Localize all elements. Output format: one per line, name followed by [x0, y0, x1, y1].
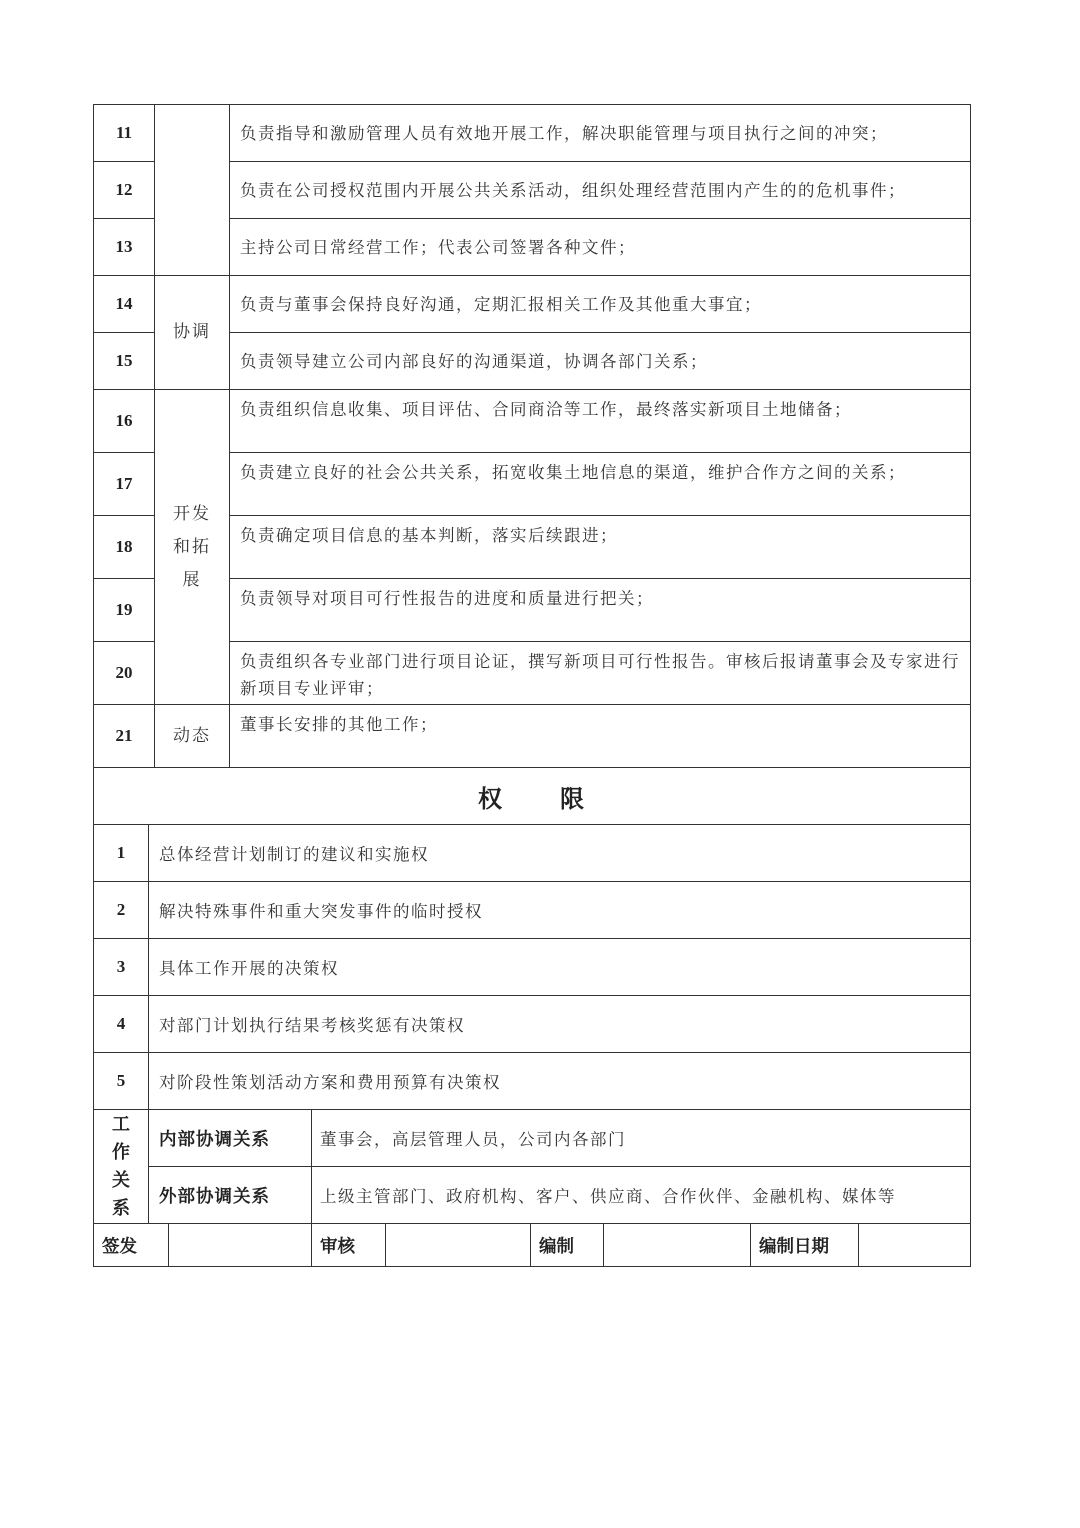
table-row: [94, 1224, 971, 1267]
duty-description: 负责与董事会保持良好沟通，定期汇报相关工作及其他重大事宜；: [230, 276, 971, 333]
duty-description: 负责领导建立公司内部良好的沟通渠道，协调各部门关系；: [230, 333, 971, 390]
table-row: [94, 939, 971, 996]
work-relations-label: [94, 1110, 149, 1224]
authority-heading: [94, 768, 971, 825]
authority-text: 对部门计划执行结果考核奖惩有决策权: [149, 996, 971, 1053]
table-row: [94, 1053, 971, 1110]
duty-description: 董事长安排的其他工作；: [230, 705, 971, 768]
authority-number: 4: [94, 996, 149, 1053]
duty-description: 负责组织各专业部门进行项目论证，撰写新项目可行性报告。审核后报请董事会及专家进行新项目专业评审；: [230, 642, 971, 705]
job-description-page: [93, 104, 970, 1267]
authority-number: 5: [94, 1053, 149, 1110]
table-row: [94, 276, 971, 333]
table-row: [94, 996, 971, 1053]
category-development-line: 展: [182, 569, 202, 590]
duties-table: [93, 104, 971, 768]
work-relations-label-char: 作: [112, 1141, 130, 1163]
authority-table: [93, 768, 971, 1110]
work-relations-label-char: 关: [112, 1169, 130, 1191]
authority-number: 2: [94, 882, 149, 939]
duty-description: 负责领导对项目可行性报告的进度和质量进行把关；: [230, 579, 971, 642]
duty-number: 19: [94, 579, 155, 642]
duty-description: 主持公司日常经营工作；代表公司签署各种文件；: [230, 219, 971, 276]
duty-number: 18: [94, 516, 155, 579]
table-row: [94, 1167, 971, 1224]
duty-number: 13: [94, 219, 155, 276]
table-row: [94, 705, 971, 768]
duty-number: 11: [94, 105, 155, 162]
duty-number: 14: [94, 276, 155, 333]
category-development: [155, 390, 230, 705]
category-coordination: 协调: [155, 276, 230, 390]
authority-heading-right: 限: [560, 783, 586, 813]
authority-heading-row: [94, 768, 971, 825]
work-relations-label-char: 工: [112, 1113, 130, 1135]
table-row: [94, 825, 971, 882]
authority-text: 总体经营计划制订的建议和实施权: [149, 825, 971, 882]
duty-number: 15: [94, 333, 155, 390]
table-row: [94, 105, 971, 162]
work-relations-table: [93, 1110, 971, 1224]
duty-description: 负责组织信息收集、项目评估、合同商洽等工作，最终落实新项目土地储备；: [230, 390, 971, 453]
duty-description: 负责在公司授权范围内开展公共关系活动，组织处理经营范围内产生的的危机事件；: [230, 162, 971, 219]
duty-number: 21: [94, 705, 155, 768]
duty-category-empty: [155, 105, 230, 276]
category-dynamic: 动态: [155, 705, 230, 768]
signoff-date-field[interactable]: [859, 1224, 971, 1267]
authority-number: 3: [94, 939, 149, 996]
internal-relations-label: 内部协调关系: [149, 1110, 312, 1167]
signoff-issue-field[interactable]: [169, 1224, 312, 1267]
table-row: [94, 390, 971, 453]
table-row: [94, 1110, 971, 1167]
duty-number: 16: [94, 390, 155, 453]
signoff-table: [93, 1224, 971, 1267]
internal-relations-value: 董事会，高层管理人员，公司内各部门: [312, 1110, 971, 1167]
duty-description: 负责建立良好的社会公共关系，拓宽收集土地信息的渠道，维护合作方之间的关系；: [230, 453, 971, 516]
signoff-issue-label: 签发: [94, 1224, 169, 1267]
category-development-line: 开发: [173, 503, 211, 524]
signoff-compile-field[interactable]: [604, 1224, 751, 1267]
authority-text: 具体工作开展的决策权: [149, 939, 971, 996]
category-development-line: 和拓: [173, 536, 211, 557]
authority-number: 1: [94, 825, 149, 882]
duty-description: 负责指导和激励管理人员有效地开展工作，解决职能管理与项目执行之间的冲突；: [230, 105, 971, 162]
authority-text: 对阶段性策划活动方案和费用预算有决策权: [149, 1053, 971, 1110]
signoff-compile-label: 编制: [531, 1224, 604, 1267]
duty-number: 17: [94, 453, 155, 516]
authority-text: 解决特殊事件和重大突发事件的临时授权: [149, 882, 971, 939]
work-relations-label-char: 系: [112, 1197, 130, 1219]
duty-description: 负责确定项目信息的基本判断，落实后续跟进；: [230, 516, 971, 579]
signoff-review-field[interactable]: [386, 1224, 531, 1267]
signoff-date-label: 编制日期: [751, 1224, 859, 1267]
duty-number: 20: [94, 642, 155, 705]
external-relations-label: 外部协调关系: [149, 1167, 312, 1224]
signoff-review-label: 审核: [312, 1224, 386, 1267]
external-relations-value: 上级主管部门、政府机构、客户、供应商、合作伙伴、金融机构、媒体等: [312, 1167, 971, 1224]
table-row: [94, 882, 971, 939]
authority-heading-left: 权: [478, 783, 504, 813]
duty-number: 12: [94, 162, 155, 219]
